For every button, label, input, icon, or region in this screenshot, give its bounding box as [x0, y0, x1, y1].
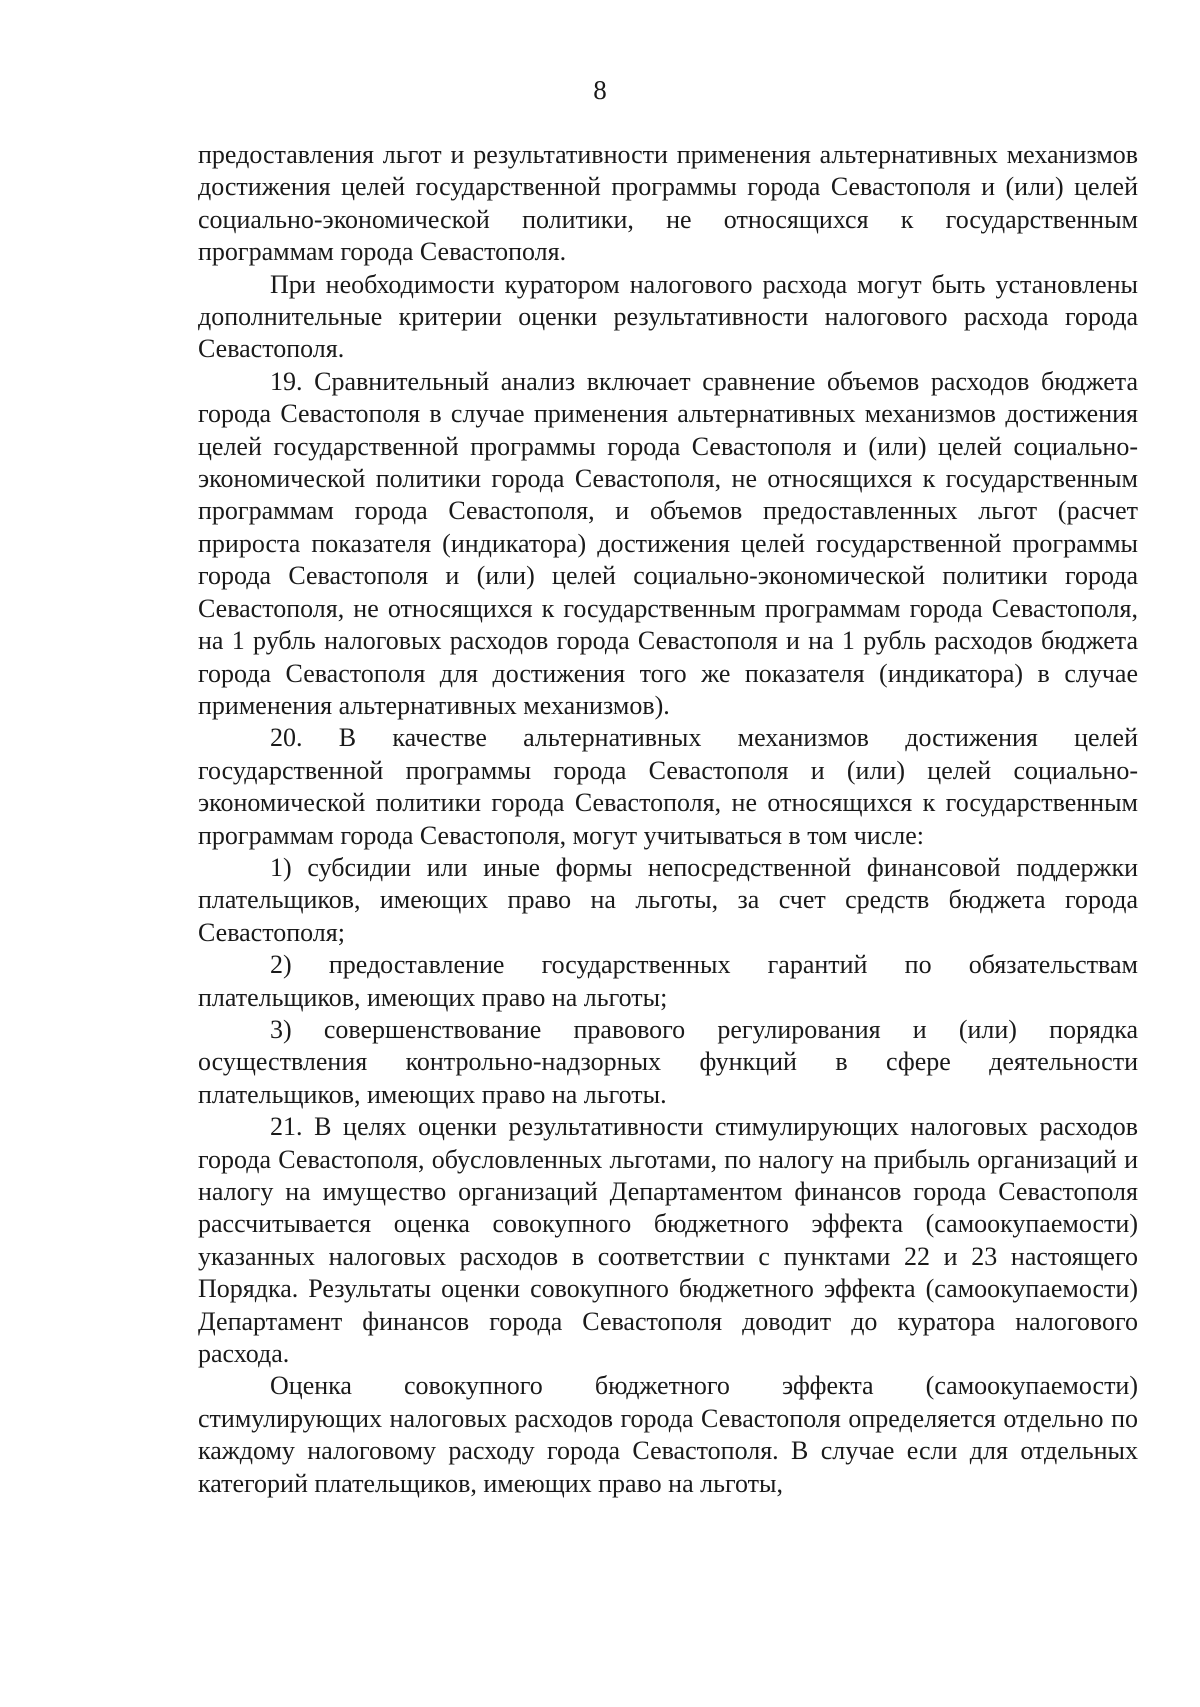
- paragraph-21: 21. В целях оценки результативности стимулирующих налоговых расходов города Севастополя, обусловленных льготами, по налогу на прибыль организаций и налогу на имущество организаций Департаментом финансов города Севастополя рассчитывается оценка совокупного бюджетного эффекта (самоокупаемости) указанных налоговых расходов в соответствии с пунктами 22 и 23 настоящего Порядка. Результаты оценки совокупного бюджетного эффекта (самоокупаемости) Департамент финансов города Севастополя доводит до куратора налогового расхода.: [198, 1112, 1138, 1369]
- page-number: 8: [593, 75, 607, 105]
- document-body: [198, 139, 1138, 1500]
- paragraph-continuation: предоставления льгот и результативности применения альтернативных механизмов достижения целей государственной программы города Севастополя и (или) целей социально-экономической политики, не относящихся к государственным программам города Севастополя.: [198, 140, 1138, 267]
- list-item-3: 3) совершенствование правового регулирования и (или) порядка осуществления контрольно-надзорных функций в сфере деятельности плательщиков, имеющих право на льготы.: [198, 1014, 1138, 1109]
- paragraph-19: 19. Сравнительный анализ включает сравнение объемов расходов бюджета города Севастополя в случае применения альтернативных механизмов достижения целей государственной программы города Севастополя и (или) целей социально-экономической политики города Севастополя, не относящихся к государственным программам города Севастополя, и объемов предоставленных льгот (расчет прироста показателя (индикатора) достижения целей государственной программы города Севастополя и (или) целей социально-экономической политики города Севастополя, не относящихся к государственным программам города Севастополя, на 1 рубль налоговых расходов города Севастополя и на 1 рубль расходов бюджета города Севастополя для достижения того же показателя (индикатора) в случае применения альтернативных механизмов).: [198, 366, 1138, 720]
- paragraph-assessment: Оценка совокупного бюджетного эффекта (самоокупаемости) стимулирующих налоговых расходов города Севастополя определяется отдельно по каждому налоговому расходу города Севастополя. В случае если для отдельных категорий плательщиков, имеющих право на льготы,: [198, 1371, 1138, 1498]
- list-item-1: 1) субсидии или иные формы непосредственной финансовой поддержки плательщиков, имеющих право на льготы, за счет средств бюджета города Севастополя;: [198, 852, 1138, 947]
- paragraph-additional-criteria: При необходимости куратором налогового расхода могут быть установлены дополнительные критерии оценки результативности налогового расхода города Севастополя.: [198, 269, 1138, 364]
- list-item-2: 2) предоставление государственных гарантий по обязательствам плательщиков, имеющих право на льготы;: [198, 950, 1138, 1012]
- paragraph-20: 20. В качестве альтернативных механизмов достижения целей государственной программы города Севастополя и (или) целей социально-экономической политики города Севастополя, не относящихся к государственным программам города Севастополя, могут учитываться в том числе:: [198, 723, 1138, 850]
